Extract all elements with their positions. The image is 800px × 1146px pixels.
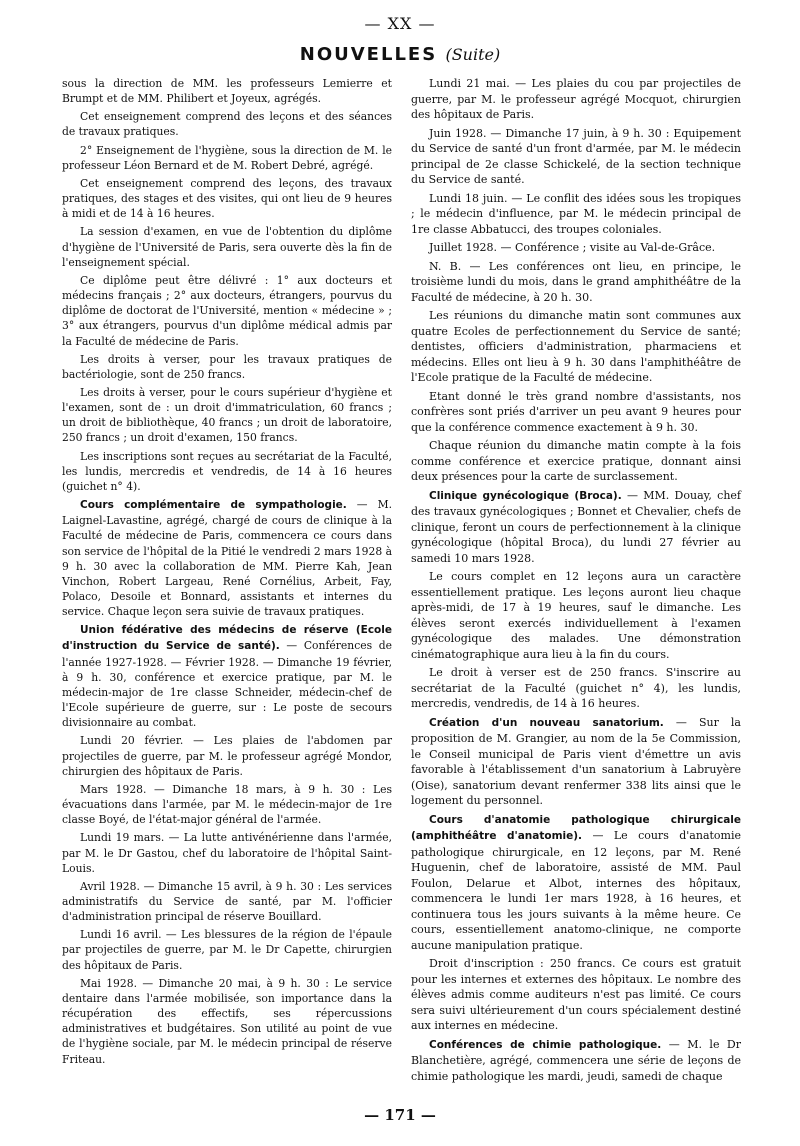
paragraph: Juillet 1928. — Conférence ; visite au Val-de-Grâce. bbox=[429, 241, 716, 254]
paragraph: Les réunions du dimanche matin sont communes aux quatre Ecoles de perfectionnement du Service de santé; dentistes, officiers d'administration, pharmaciens et médecins. Elles ont lieu à 9 h. 30 dans l'amphithéâtre de l'Ecole pratique de la Faculté de médecine. bbox=[411, 309, 741, 384]
paragraph: Le cours complet en 12 leçons aura un caractère essentiellement pratique. Les leçons auront lieu chaque après-midi, de 17 à 19 heures, sauf le dimanche. Les élèves seront exercés individuellement à l'examen gynécologique des malades. Une démonstration cinématographique aura lieu à la fin du cours. bbox=[411, 570, 741, 661]
paragraph: Les inscriptions sont reçues au secrétariat de la Faculté, les lundis, mercredis et vendredis, de 14 à 16 heures (guichet n° 4). bbox=[62, 449, 392, 493]
right-column bbox=[411, 76, 741, 1087]
paragraph: sous la direction de MM. les professeurs Lemierre et Brumpt et de MM. Philibert et Joyeux, agrégés. bbox=[62, 77, 392, 106]
section-text: — Le cours d'anatomie pathologique chirurgicale, en 12 leçons, par M. René Huguenin, chef de laboratoire, assisté de MM. Paul Foulon, Delarue et Albot, internes des hôpitaux, commencera le lundi 1er mars 1928, à 16 heures, et continuera tous les jours suivants à la même heure. Ce cours, essentiellement anatomo-clinique, ne comporte aucune manipulation pratique. bbox=[411, 829, 742, 952]
section-title-text: NOUVELLES bbox=[299, 44, 438, 65]
paragraph: Cet enseignement comprend des leçons, des travaux pratiques, des stages et des visites, qui ont lieu de 9 heures à midi et de 14 à 16 heures. bbox=[62, 176, 392, 221]
section-heading: Conférences de chimie pathologique. bbox=[429, 1038, 662, 1051]
page-number: — 171 — bbox=[364, 1106, 436, 1124]
section-text: — Sur la proposition de M. Grangier, au nom de la 5e Commission, le Conseil municipal de Paris vient d'émettre un avis favorable à l'établissement d'un sanatorium à Labruyère (Oise), sanatorium devant renfermer 338 lits ainsi que le logement du personnel. bbox=[411, 715, 741, 807]
paragraph bbox=[62, 497, 392, 619]
section-text: — MM. Douay, chef des travaux gynécologiques ; Bonnet et Chevalier, chefs de clinique, feront un cours de perfectionnement à la clinique gynécologique (hôpital Broca), du lundi 27 février au samedi 10 mars 1928. bbox=[411, 488, 741, 565]
paragraph: Lundi 20 février. — Les plaies de l'abdomen par projectiles de guerre, par M. le professeur agrégé Mondor, chirurgien des hôpitaux de Paris. bbox=[62, 734, 392, 778]
paragraph bbox=[411, 812, 741, 954]
paragraph: Mai 1928. — Dimanche 20 mai, à 9 h. 30 : Le service dentaire dans l'armée mobilisée, son importance dans la récupération des effectifs, ses répercussions administratives et budgétaires. Son utilité au point de vue de l'hygiène sociale, par M. le médecin principal de réserve Friteau. bbox=[62, 976, 392, 1066]
paragraph: Lundi 19 mars. — La lutte antivénérienne dans l'armée, par M. le Dr Gastou, chef du laboratoire de l'hôpital Saint-Louis. bbox=[62, 831, 392, 875]
paragraph: Les droits à verser, pour le cours supérieur d'hygiène et l'examen, sont de : un droit d'immatriculation, 60 francs ; un droit de bibliothèque, 40 francs ; un droit de laboratoire, 250 francs ; un droit d'examen, 150 francs. bbox=[62, 385, 392, 445]
section-heading: Cours complémentaire de sympathologie. bbox=[80, 499, 347, 512]
paragraph: Lundi 18 juin. — Le conflit des idées sous les tropiques ; le médecin d'influence, par M. le médecin principal de 1re classe Abbatucci, des troupes coloniales. bbox=[411, 191, 741, 236]
paragraph: Droit d'inscription : 250 francs. Ce cours est gratuit pour les internes et externes des hôpitaux. Le nombre des élèves admis comme auditeurs n'est pas limité. Ce cours sera suivi ultérieurement d'un cours spécialement destiné aux internes en médecine. bbox=[411, 957, 741, 1032]
paragraph: Mars 1928. — Dimanche 18 mars, à 9 h. 30 : Les évacuations dans l'armée, par M. le médecin-major de 1re classe Boyé, de l'état-major général de l'armée. bbox=[62, 782, 392, 827]
paragraph: Lundi 16 avril. — Les blessures de la région de l'épaule par projectiles de guerre, par M. le Dr Capette, chirurgien des hôpitaux de Paris. bbox=[62, 928, 392, 972]
section-heading: Cours d'anatomie pathologique chirurgicale (amphithéâtre d'anatomie). bbox=[411, 813, 741, 842]
section-text: — Conférences de l'année 1927-1928. — Février 1928. — Dimanche 19 février, à 9 h. 30, conférence et exercice pratique, par M. le médecin-major de 1re classe Schneider, médecin-chef de l'Ecole supérieure de guerre, sur : Le poste de secours divisionnaire au combat. bbox=[62, 639, 392, 730]
paragraph: Chaque réunion du dimanche matin compte à la fois comme conférence et exercice pratique, donnant ainsi deux présences pour la carte de surclassement. bbox=[411, 439, 741, 483]
paragraph: Les droits à verser, pour les travaux pratiques de bactériologie, sont de 250 francs. bbox=[62, 352, 392, 381]
section-title bbox=[0, 44, 800, 65]
section-text: — M. le Dr Blanchetière, agrégé, commencera une série de leçons de chimie pathologique les mardi, jeudi, samedi de chaque bbox=[411, 1037, 741, 1083]
paragraph bbox=[411, 1037, 741, 1085]
section-heading: Union fédérative des médecins de réserve (Ecole d'instruction du Service de santé). bbox=[62, 624, 392, 653]
page-roman-numeral: — XX — bbox=[364, 14, 436, 33]
section-heading: Clinique gynécologique (Broca). bbox=[429, 489, 622, 502]
paragraph bbox=[411, 715, 741, 809]
paragraph: Cet enseignement comprend des leçons et des séances de travaux pratiques. bbox=[62, 110, 392, 139]
paragraph: Le droit à verser est de 250 francs. S'inscrire au secrétariat de la Faculté (guichet n° 4), les lundis, mercredis, vendredis, de 14 à 16 heures. bbox=[411, 666, 741, 710]
section-title-suffix: (Suite) bbox=[445, 45, 501, 64]
section-text: — M. Laignel-Lavastine, agrégé, chargé de cours de clinique à la Faculté de médecine de Paris, commencera ce cours dans son service de l'hôpital de la Pitié le vendredi 2 mars 1928 à 9 h. 30 avec la collaboration de MM. Pierre Kah, Jean Vinchon, Robert Largeau, René Cornélius, Arbeit, Fay, Polaco, Desoile et Bonnard, assistants et internes du service. Chaque leçon sera suivie de travaux pratiques. bbox=[62, 498, 392, 619]
paragraph: Juin 1928. — Dimanche 17 juin, à 9 h. 30 : Equipement du Service de santé d'un front d'armée, par M. le médecin principal de 2e classe Schickelé, de la section technique du Service de santé. bbox=[411, 126, 741, 186]
paragraph: 2° Enseignement de l'hygiène, sous la direction de M. le professeur Léon Bernard et de M. Robert Debré, agrégé. bbox=[62, 143, 392, 172]
paragraph: Etant donné le très grand nombre d'assistants, nos confrères sont priés d'arriver un peu avant 9 heures pour que la conférence commence exactement à 9 h. 30. bbox=[411, 389, 741, 434]
paragraph bbox=[62, 622, 392, 730]
section-heading: Création d'un nouveau sanatorium. bbox=[429, 716, 664, 729]
left-column bbox=[62, 76, 392, 1070]
paragraph: Avril 1928. — Dimanche 15 avril, à 9 h. 30 : Les services administratifs du Service de santé, par M. l'officier d'administration principal de réserve Bouillard. bbox=[62, 879, 392, 924]
paragraph: Lundi 21 mai. — Les plaies du cou par projectiles de guerre, par M. le professeur agrégé Mocquot, chirurgien des hôpitaux de Paris. bbox=[411, 77, 741, 121]
paragraph: Ce diplôme peut être délivré : 1° aux docteurs et médecins français ; 2° aux docteurs, étrangers, pourvus du diplôme de doctorat de l'Université, mention « médecine » ; 3° aux étrangers, pourvus d'un diplôme médical admis par la Faculté de médecine de Paris. bbox=[62, 273, 392, 348]
paragraph: La session d'examen, en vue de l'obtention du diplôme d'hygiène de l'Université de Paris, sera ouverte dès la fin de l'enseignement spécial. bbox=[62, 225, 392, 269]
paragraph: N. B. — Les conférences ont lieu, en principe, le troisième lundi du mois, dans le grand amphithéâtre de la Faculté de médecine, à 20 h. 30. bbox=[411, 259, 741, 304]
paragraph bbox=[411, 488, 741, 567]
